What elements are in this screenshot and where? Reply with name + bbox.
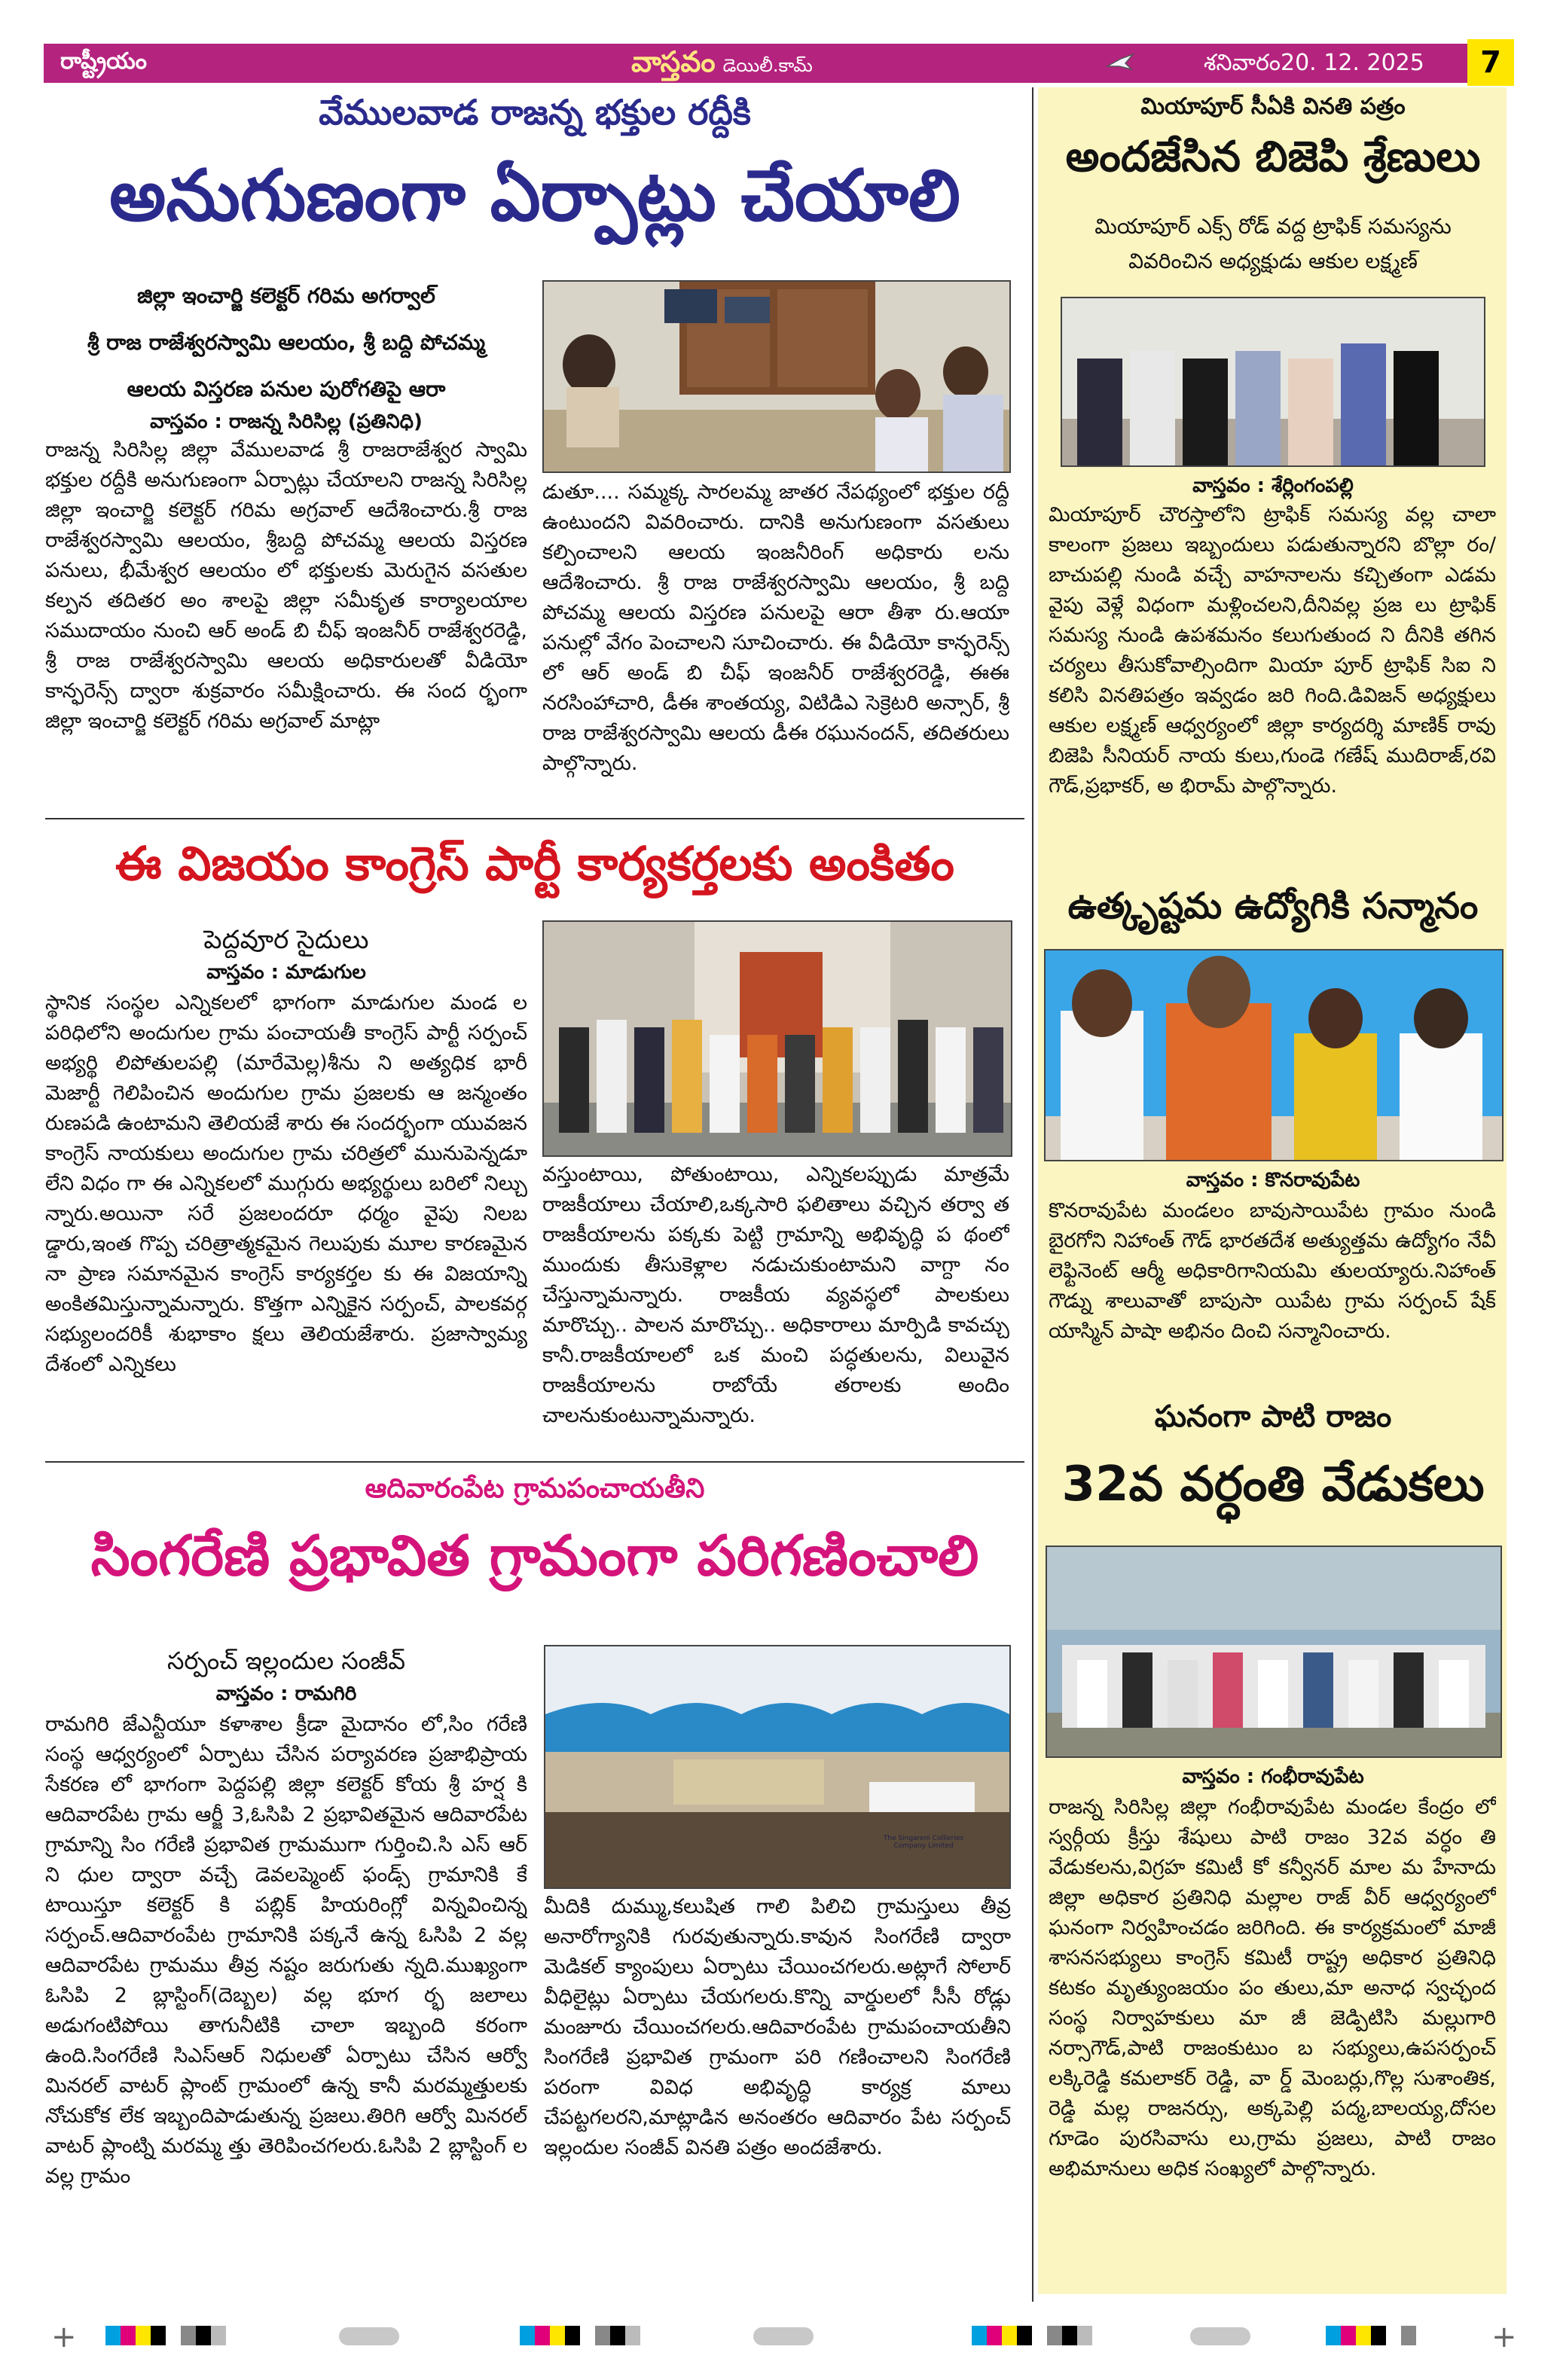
side3-dateline: వాస్తవం : గంభీరావుపేట <box>1182 1765 1364 1788</box>
story1-dateline: వాస్తవం : రాజన్న సిరిసిల్ల (ప్రతినిధి) <box>150 410 423 433</box>
side3-photo <box>1046 1545 1502 1758</box>
side1-body: మియాపూర్ చౌరస్తాలోని ట్రాఫిక్ సమస్య వల్ల చాలా కాలంగా ప్రజలు ఇబ్బందులు పడుతున్నారని బొల్లా రం/బాచుపల్లి నుండి వచ్చే వాహనాలను కచ్చితంగా ఎడమ వైపు వెళ్లే విధంగా మళ్లించలని,దీనివల్ల ప్రజ లు ట్రాఫిక్ సమస్య నుండి ఉపశమనం కలుగుతుంద ని దీనికి తగిన చర్యలు తీసుకోవాల్సిందిగా మియా పూర్ ట్రాఫిక్ సిఐ ని కలిసి వినతిపత్రం ఇవ్వడం జరి గింది.డివిజన్ అధ్యక్షులు ఆకుల లక్ష్మణ్ ఆధ్వర్యంలో జిల్లా కార్యదర్శి మాణిక్ రావు బిజెపి సీనియర్ నాయ కులు,గుండె గణేష్ ముదిరాజ్,రవి గౌడ్,ప్రభాకర్, అ భిరామ్ పాల్గొన్నారు. <box>1049 503 1496 798</box>
side1-dateline: వాస్తవం : శేర్లింగంపల్లి <box>1192 474 1354 497</box>
registration-pill <box>339 2327 399 2345</box>
story2-body-col2: వస్తుంటాయి, పోతుంటాయి, ఎన్నికలప్పుడు మాత్రమే రాజకీయాలు చేయాలి,ఒక్కసారి ఫలితాలు వచ్చిన తర్వా త రాజకీయాలను పక్కకు పెట్టి గ్రామాన్ని అభివృద్ధి ప థంలో ముందుకు తీసుకెళ్లాల నడుచుకుంటామని వాగ్దా నం చేస్తున్నామన్నారు. రాజకీయ వ్యవస్థలో పాలకులు మారొచ్చు.. పాలన మారొచ్చు.. అధికారాలు మార్పిడి కావచ్చు కానీ.రాజకీయాలలో ఒక మంచి పద్ధతులను, విలువైన రాజకీయాలను రాబోయే తరాలకు అందిం చాలనుకుంటున్నామన్నారు. <box>542 1163 1009 1427</box>
page-header-band <box>44 44 1475 83</box>
story2-body-col1: స్థానిక సంస్థల ఎన్నికలలో భాగంగా మాడుగుల మండ ల పరిధిలోని అందుగుల గ్రామ పంచాయతీ కాంగ్రెస్ పార్టీ సర్పంచ్ అభ్యర్థి లిపోతులపల్లి (మారేమెల్ల)శీను ని అత్యధిక భారీ మెజార్టీ గెలిపించిన అందుగుల గ్రామ ప్రజలకు ఆ జన్మంతం రుణపడి ఉంటామని తెలియజే శారు ఈ సందర్భంగా యువజన కాంగ్రెస్ నాయకులు అందుగుల గ్రామ చరిత్రలో మునుపెన్నడూ లేని విధం గా ఈ ఎన్నికలలో ముగ్గురు అభ్యర్థులు బరిలో నిల్చు న్నారు.అయినా సరే ప్రజలందరూ ధర్మం వైపు నిలబ డ్డారు,ఇంత గొప్ప చరిత్రాత్మకమైన గెలుపుకు మూల కారణమైన నా ప్రాణ సమానమైన కాంగ్రెస్ కార్యకర్తల కు ఈ విజయాన్ని అంకితమిస్తున్నామన్నారు. కొత్తగా ఎన్నికైన సర్పంచ్, పాలకవర్గ సభ్యులందరికీ శుభాకాం క్షలు తెలియజేశారు. ప్రజాస్వామ్య దేశంలో ఎన్నికలు <box>45 991 527 1376</box>
story3-body-col2: మీదికి దుమ్ము,కలుషిత గాలి పిలిచి గ్రామస్తులు తీవ్ర అనారోగ్యానికి గురవుతున్నారు.కావున సింగరేణి ద్వారా మెడికల్ క్యాంపులు ఏర్పాటు చేయించగలరు.అట్లాగే సోలార్ వీధిలైట్లు ఏర్పాటు చేయగలరు.కొన్ని వార్డులలో సీసీ రోడ్లు మంజూరు చేయించగలరు.ఆదివారంపేట గ్రామపంచాయతీని సింగరేణి ప్రభావిత గ్రామంగా పరి గణించాలని సింగరేణి పరంగా వివిధ అభివృద్ధి కార్యక్ర మాలు చేపట్టగలరని,మాట్లాడిన అనంతరం ఆదివారం పేట సర్పంచ్ ఇల్లందుల సంజీవ్ వినతి పత్రం అందజేశారు. <box>544 1895 1011 2159</box>
story1-photo <box>542 280 1011 473</box>
story3-photo <box>544 1645 1011 1889</box>
story3-kicker: ఆదివారంపేట గ్రామపంచాయతీని <box>365 1473 705 1504</box>
story3-body-col1: రామగిరి జేఎన్టీయూ కళాశాల క్రీడా మైదానం లో,సిం గరేణి సంస్థ ఆధ్వర్యంలో ఏర్పాటు చేసిన పర్యావరణ ప్రజాభిప్రాయ సేకరణ లో భాగంగా పెద్దపల్లి జిల్లా కలెక్టర్ కోయ శ్రీ హర్ష కి ఆదివారపేట గ్రామ ఆర్జీ 3,ఓసిపి 2 ప్రభావితమైన ఆదివారపేట గ్రామాన్ని సిం గరేణి ప్రభావిత గ్రామముగా గుర్తించి.సి ఎస్ ఆర్ ని ధుల ద్వారా వచ్చే డెవలప్మెంట్ ఫండ్స్ గ్రామానికి కే టాయిస్తూ కలెక్టర్ కి పబ్లిక్ హియరింగ్లో విన్నవించిన్న సర్పంచ్.ఆదివారంపేట గ్రామానికి పక్కనే ఉన్న ఓసిపి 2 వల్ల ఆదివారపేట గ్రామము తీవ్ర నష్టం జరుగుతు న్నది.ముఖ్యంగా ఓసిపి 2 బ్లాస్టింగ్(దెబ్బల) వల్ల భూగ ర్భ జలాలు అడుగంటిపోయి తాగునీటికి చాలా ఇబ్బంది కరంగా ఉంది.సింగరేణి సిఎస్ఆర్ నిధులతో ఏర్పాటు చేసిన ఆర్వో మినరల్ వాటర్ ప్లాంట్ గ్రామంలో ఉన్న కానీ మరమ్మత్తులకు నోచుకోక లేక ఇబ్బందిపాడుతున్న ప్రజలు.తిరిగి ఆర్వో మినరల్ వాటర్ ప్లాంట్ని మరమ్మ త్తు తెరిపించగలరు.ఓసిపి 2 బ్లాస్టింగ్ ల వల్ల గ్రామం <box>45 1713 527 2188</box>
column-rule <box>1032 87 1033 2302</box>
story2-subhead: పెద్దవూర సైదులు <box>203 925 369 955</box>
side2-headline: ఉత్కృష్టమ ఉద్యోగికి సన్మానం <box>1067 885 1479 927</box>
crop-mark-icon: + <box>1491 2320 1517 2354</box>
story1-subhead: జిల్లా ఇంచార్జి కలెక్టర్ గరిమ అగర్వాల్ <box>137 283 435 308</box>
color-registration-bar <box>105 2326 226 2345</box>
registration-pill <box>753 2327 814 2345</box>
side1-kicker: మియాపూర్ సీఏకి వినతి పత్రం <box>1140 93 1406 120</box>
side1-photo <box>1061 297 1485 467</box>
masthead-title: వాస్తవం <box>631 45 716 78</box>
story1-kicker: వేములవాడ రాజన్న భక్తుల రద్దీకి <box>319 92 751 133</box>
side2-body: కొనరావుపేట మండలం బావుసాయిపేట గ్రామం నుండి బైరగోని నిహాంత్ గౌడ్ భారతదేశ అత్యుత్తమ ఉద్యోగం నేవీ లెఫ్టినెంట్ ఆర్మీ అధికారిగానియమి తులయ్యారు.నిహాంత్ గౌడ్ను శాలువాతో బాపుసా యిపేట గ్రామ సర్పంచ్ షేక్ యాస్మిన్ పాషా అభినం దించి సన్మానించారు. <box>1049 1199 1496 1343</box>
story2-photo <box>542 920 1012 1157</box>
photo-banner-text: The Singareni Collieries Company Limited <box>883 1835 964 1850</box>
side2-dateline: వాస్తవం : కొనరావుపేట <box>1186 1169 1360 1192</box>
story1-subhead: ఆలయ విస్తరణ పనుల పురోగతిపై ఆరా <box>127 377 446 401</box>
story1-body-col1: రాజన్న సిరిసిల్ల జిల్లా వేములవాడ శ్రీ రాజరాజేశ్వర స్వామి భక్తుల రద్దీకి అనుగుణంగా ఏర్పాట్లు చేయాలని రాజన్న సిరిసిల్ల జిల్లా ఇంచార్జి కలెక్టర్ గరిమ అగ్రవాల్ ఆదేశించారు.శ్రీ రాజ రాజేశ్వరస్వామి ఆలయం, శ్రీబద్ది పోచమ్మ ఆలయ విస్తరణ పనులు, భీమేశ్వర ఆలయం లో భక్తులకు మెరుగైన వసతుల కల్పన తదితర అం శాలపై జిల్లా సమీకృత కార్యాలయాల సముదాయం నుంచి ఆర్ అండ్ బి చీఫ్ ఇంజనీర్ రాజేశ్వరరెడ్డి, శ్రీ రాజ రాజేశ్వరస్వామి ఆలయ అధికారులతో వీడియో కాన్ఫరెన్స్ ద్వారా శుక్రవారం సమీక్షించారు. ఈ సంద ర్భంగా జిల్లా ఇంచార్జి కలెక్టర్ గరిమ అగ్రవాల్ మాట్లా <box>45 438 527 733</box>
story1-subheads <box>45 273 527 413</box>
crop-mark-icon: + <box>51 2320 77 2354</box>
story3-subhead: సర్పంచ్ ఇల్లందుల సంజీవ్ <box>166 1646 406 1675</box>
issue-date: శనివారం20. 12. 2025 <box>1204 50 1424 76</box>
divider <box>45 1461 1024 1463</box>
story1-body-col2: డుతూ.... సమ్మక్క సారలమ్మ జాతర నేపథ్యంలో భక్తుల రద్దీ ఉంటుందని వివరించారు. దానికి అనుగుణంగా వసతులు కల్పించాలని ఆలయ ఇంజనీరింగ్ అధికారు లను ఆదేశించారు. శ్రీ రాజ రాజేశ్వరస్వామి ఆలయం, శ్రీ బద్ది పోచమ్మ ఆలయ విస్తరణ పనులపై ఆరా తీశా రు.ఆయా పనుల్లో వేగం పెంచాలని సూచించారు. ఈ వీడియో కాన్ఫరెన్స్ లో ఆర్ అండ్ బి చీఫ్ ఇంజనీర్ రాజేశ్వరరెడ్డి, ఈఈ నరసింహాచారి, డీఈ శాంతయ్య, విటిడిఎ సెక్రెటరి అన్సార్, శ్రీ రాజ రాజేశ్వరస్వామి ఆలయ డీఈ రఘునందన్, తదితరులు పాల్గొన్నారు. <box>542 481 1009 775</box>
masthead-sub: డెయిలీ.కామ్ <box>722 55 813 76</box>
side1-deck: మియాపూర్ ఎక్స్ రోడ్ వద్ద ట్రాఫిక్ సమస్యను వివరించిన అధ్యక్షుడు ఆకుల లక్ష్మణ్ <box>1094 214 1452 273</box>
color-registration-bar <box>520 2326 640 2345</box>
side1-headline: అందజేసిన బిజెపి శ్రేణులు <box>1065 133 1481 182</box>
side3-headline: 32వ వర్ధంతి వేడుకలు <box>1061 1457 1485 1512</box>
divider <box>45 818 1024 819</box>
story3-dateline: వాస్తవం : రామగిరి <box>215 1683 357 1705</box>
side2-photo <box>1044 949 1504 1161</box>
story2-headline: ఈ విజయం కాంగ్రెస్ పార్టీ కార్యకర్తలకు అంకితం <box>115 836 954 891</box>
story1-subhead: శ్రీ రాజ రాజేశ్వరస్వామి ఆలయం, శ్రీ బద్ది పోచమ్మ <box>87 330 485 355</box>
side3-body: రాజన్న సిరిసిల్ల జిల్లా గంభీరావుపేట మండల కేంద్రం లో స్వర్గీయ క్రీస్తు శేషులు పాటి రాజం 32వ వర్ధం తి వేడుకలను,విగ్రహ కమిటీ కో కన్వీనర్ మాల మ హేనాదు జిల్లా అధికార ప్రతినిధి మల్లాల రాజ్ వీర్ ఆధ్వర్యంలో ఘనంగా నిర్వహించడం జరిగింది. ఈ కార్యక్రమంలో మాజీ శాసనసభ్యులు కాంగ్రెస్ కమిటీ రాష్ట్ర అధికార ప్రతినిధి కటకం మృత్యుంజయం పం తులు,మా అనాధ స్వచ్ఛంద సంస్థ నిర్వాహకులు మా జీ జెడ్పిటిసి మల్లుగారి నర్సాగౌడ్,పాటి రాజంకుటుం బ సభ్యులు,ఉపసర్పంచ్ లక్కిరెడ్డి కమలాకర్ రెడ్డి, వా ర్డ్ మెంబర్లు,గొల్ల సుశాంతిక, రెడ్డి మల్ల రాజనర్సు, అక్కపెల్లి పద్మ,బాలయ్య,దోసల గూడెం పురసివాసు లు,గ్రామ ప్రజలు, పాటి రాజం అభిమానులు అధిక సంఖ్యలో పాల్గొన్నారు. <box>1049 1796 1496 2180</box>
section-label: రాష్ట్రీయం <box>60 48 147 75</box>
bird-logo-icon <box>1106 53 1134 74</box>
story3-headline: సింగరేణి ప్రభావిత గ్రామంగా పరిగణించాలి <box>90 1524 979 1588</box>
side3-kicker: ఘనంగా పాటి రాజం <box>1154 1399 1392 1434</box>
color-registration-bar <box>1326 2326 1416 2345</box>
color-registration-bar <box>972 2326 1092 2345</box>
masthead <box>631 45 813 86</box>
story1-headline: అనుగుణంగా ఏర్పాట్లు చేయాలి <box>109 155 960 237</box>
page-number: 7 <box>1467 39 1514 86</box>
registration-pill <box>1190 2327 1250 2345</box>
story2-dateline: వాస్తవం : మాడుగుల <box>206 961 366 984</box>
